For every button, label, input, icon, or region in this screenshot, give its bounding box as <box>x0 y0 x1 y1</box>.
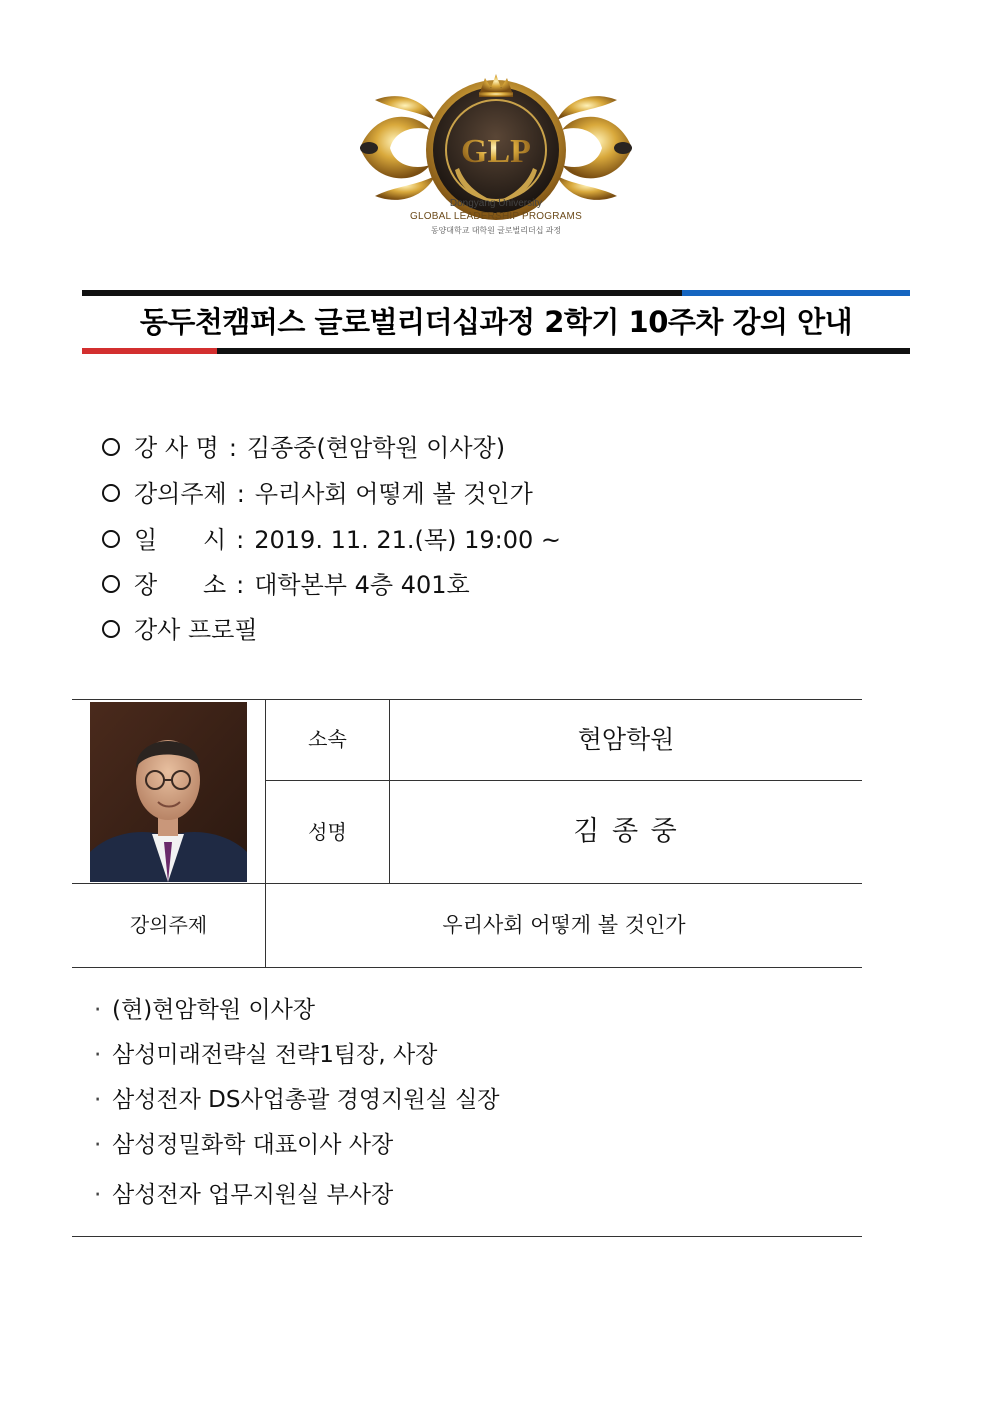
career-bottom-rule <box>72 1236 862 1237</box>
logo-program: GLOBAL LEADERSHIP PROGRAMS <box>410 211 582 222</box>
name-value: 김 종 중 <box>573 816 679 847</box>
info-row-datetime: 일 시 : 2019. 11. 21.(목) 19:00 ~ <box>100 520 561 560</box>
info-value: 2019. 11. 21.(목) 19:00 ~ <box>254 526 561 554</box>
circle-bullet-icon <box>100 618 122 640</box>
logo-program-korean: 동양대학교 대학원 글로벌리더십 과정 <box>430 226 562 235</box>
affiliation-label: 소속 <box>308 727 347 751</box>
info-label: 강사 프로필 <box>134 616 258 644</box>
info-label: 일 시 <box>134 526 227 554</box>
page-title: 동두천캠퍼스 글로벌리더십과정 2학기 10주차 강의 안내 <box>139 305 853 339</box>
topic-label: 강의주제 <box>129 913 208 937</box>
name-label: 성명 <box>308 820 347 844</box>
circle-bullet-icon <box>100 573 122 595</box>
logo-mark: GLP <box>461 133 531 170</box>
info-value: 대학본부 4층 401호 <box>254 571 470 599</box>
info-row-location: 장 소 : 대학본부 4층 401호 <box>100 565 470 605</box>
circle-bullet-icon <box>100 436 122 458</box>
title-bottom-accent <box>82 348 217 354</box>
info-row-lecturer: 강 사 명 : 김종중(현암학원 이사장) <box>100 428 505 468</box>
circle-bullet-icon <box>100 528 122 550</box>
career-item: · 삼성전자 업무지원실 부사장 <box>94 1182 394 1208</box>
career-item: · 삼성정밀화학 대표이사 사장 <box>94 1132 394 1158</box>
affiliation-value: 현암학원 <box>577 725 675 754</box>
title-bottom-rule <box>217 348 910 354</box>
career-item: · 삼성전자 DS사업총괄 경영지원실 실장 <box>94 1087 500 1113</box>
info-label: 장 소 <box>134 571 227 599</box>
career-item: · 삼성미래전략실 전략1팀장, 사장 <box>94 1042 438 1068</box>
info-value: 김종중(현암학원 이사장) <box>246 434 506 462</box>
info-label: 강의주제 <box>134 480 227 508</box>
title-banner <box>82 290 910 354</box>
info-row-profile-heading <box>100 610 258 650</box>
info-value: 우리사회 어떻게 볼 것인가 <box>254 480 533 508</box>
career-item: · (현)현암학원 이사장 <box>94 997 316 1023</box>
info-row-topic: 강의주제 : 우리사회 어떻게 볼 것인가 <box>100 474 533 514</box>
logo-university: Dongyang University <box>449 198 543 209</box>
info-label: 강 사 명 <box>134 434 219 462</box>
speaker-photo <box>90 702 247 882</box>
circle-bullet-icon <box>100 482 122 504</box>
table-rule <box>72 967 862 968</box>
topic-value: 우리사회 어떻게 볼 것인가 <box>442 913 686 937</box>
